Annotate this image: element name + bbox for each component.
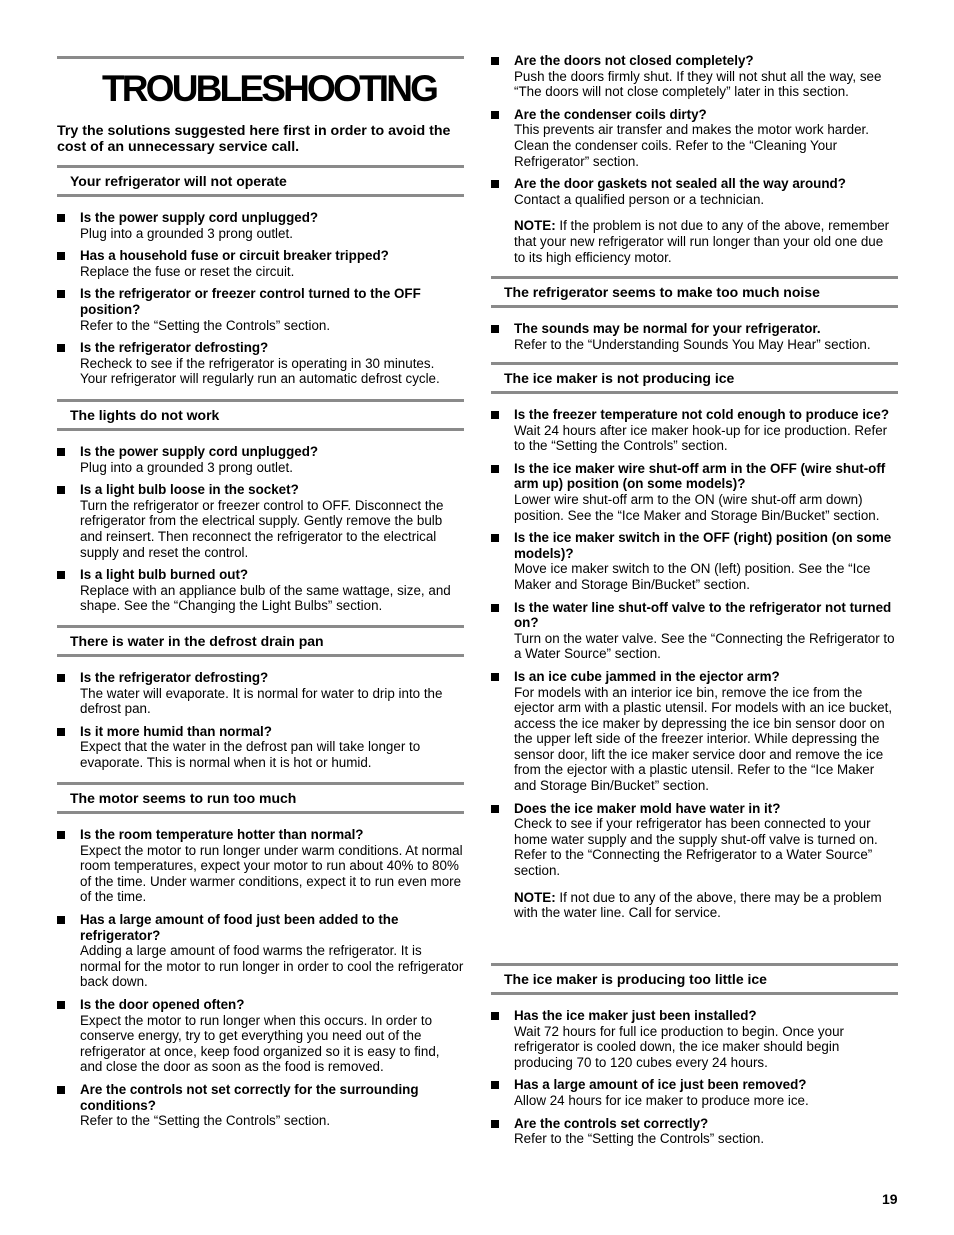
question: Is the freezer temperature not cold enough to produce ice?: [514, 407, 889, 422]
bullet-icon: [491, 805, 499, 813]
list-item: [57, 482, 464, 560]
list-item: [57, 997, 464, 1075]
bullet-icon: [491, 111, 499, 119]
list-item: [57, 210, 464, 241]
list-item: [491, 176, 898, 207]
bullet-icon: [491, 604, 499, 612]
bullet-icon: [57, 448, 65, 456]
question: Has a large amount of ice just been removed?: [514, 1077, 807, 1093]
answer: Turn on the water valve. See the “Connecting the Refrigerator to a Water Source” section.: [514, 630, 895, 662]
note-text: If not due to any of the above, there may be a problem with the water line. Call for service.: [514, 889, 882, 921]
answer: Expect the motor to run longer under warm conditions. At normal room temperatures, expect your motor to run about 40% to 80% of the time. Under warmer conditions, expect it to run even more of the time.: [80, 842, 463, 905]
answer: Refer to the “Setting the Controls” section.: [80, 1113, 331, 1129]
question: Is the room temperature hotter than normal?: [80, 827, 364, 842]
list-item: [57, 248, 464, 279]
bullet-icon: [491, 411, 499, 419]
question: Is the refrigerator defrosting?: [80, 670, 269, 685]
list-item: [57, 444, 464, 475]
answer: The water will evaporate. It is normal for water to drip into the defrost pan.: [80, 685, 443, 717]
question: Are the controls not set correctly for the surrounding conditions?: [80, 1081, 419, 1113]
bullet-icon: [57, 674, 65, 682]
note-text: If the problem is not due to any of the above, remember that your new refrigerator will run longer than your old one due to its high efficiency motor.: [514, 218, 890, 265]
list-item: [491, 669, 898, 794]
question: Is the door opened often?: [80, 996, 245, 1012]
list-item: [491, 530, 898, 592]
motor-continued: [491, 53, 898, 265]
title-rule: [57, 56, 464, 59]
list-item: [491, 801, 898, 879]
question: Are the controls set correctly?: [514, 1115, 709, 1131]
list-item: [57, 827, 464, 905]
question: Has the ice maker just been installed?: [514, 1008, 757, 1023]
bullet-icon: [57, 728, 65, 736]
section-heading: The refrigerator seems to make too much noise: [491, 276, 898, 308]
list-item: [491, 53, 898, 100]
section-heading: There is water in the defrost drain pan: [57, 625, 464, 657]
answer: Contact a qualified person or a technician.: [514, 191, 765, 207]
bullet-icon: [491, 180, 499, 188]
question: Are the door gaskets not sealed all the way around?: [514, 176, 846, 192]
question: Has a household fuse or circuit breaker tripped?: [80, 248, 389, 264]
answer: Replace the fuse or reset the circuit.: [80, 263, 295, 279]
question: Does the ice maker mold have water in it?: [514, 800, 781, 816]
list-item: [57, 567, 464, 614]
bullet-icon: [57, 344, 65, 352]
section-lights: [57, 399, 464, 621]
page-title: TROUBLESHOOTING: [102, 68, 437, 109]
bullet-icon: [491, 673, 499, 681]
answer: Refer to the “Setting the Controls” section.: [80, 317, 331, 333]
answer: Expect that the water in the defrost pan will take longer to evaporate. This is normal when it is hot or humid.: [80, 739, 421, 770]
bullet-icon: [57, 916, 65, 924]
section-heading: The lights do not work: [57, 399, 464, 431]
answer: Expect the motor to run longer when this occurs. In order to conserve energy, try to get everything you need out of the refrigerator at once, keep food organized so it is easy to find, and close the door as soon as the food is removed.: [80, 1012, 440, 1075]
question: Is the power supply cord unplugged?: [80, 210, 319, 225]
question: Is a light bulb burned out?: [80, 567, 249, 583]
question: Is a light bulb loose in the socket?: [80, 482, 299, 498]
answer: Turn the refrigerator or freezer control to OFF. Disconnect the refrigerator from the electrical supply. Gently remove the bulb and reinsert. Then reconnect the refrigerator to the electrical supply and reset the control.: [80, 497, 444, 560]
note-label: NOTE:: [514, 218, 556, 234]
bullet-icon: [491, 57, 499, 65]
bullet-icon: [491, 465, 499, 473]
section-heading: The ice maker is producing too little ice: [491, 963, 898, 995]
list-item: [57, 912, 464, 990]
answer: Plug into a grounded 3 prong outlet.: [80, 225, 293, 241]
section-ice-not-producing: [491, 362, 898, 921]
note: [491, 890, 898, 921]
answer: Refer to the “Understanding Sounds You May Hear” section.: [514, 336, 871, 352]
section-heading: Your refrigerator will not operate: [57, 165, 464, 197]
question: The sounds may be normal for your refrigerator.: [514, 321, 821, 336]
answer: Move ice maker switch to the ON (left) position. See the “Ice Maker and Storage Bin/Bucket” section.: [514, 561, 871, 592]
section-ice-too-little: [491, 963, 898, 1154]
answer: Wait 24 hours after ice maker hook-up for ice production. Refer to the “Setting the Controls” section.: [514, 422, 888, 454]
bullet-icon: [57, 252, 65, 260]
section-heading: The motor seems to run too much: [57, 782, 464, 814]
intro-text: Try the solutions suggested here first in order to avoid the cost of an unnecessary service call.: [57, 123, 451, 155]
bullet-icon: [491, 325, 499, 333]
bullet-icon: [491, 1120, 499, 1128]
answer: Lower wire shut-off arm to the ON (wire shut-off arm down) position. See the “Ice Maker and Storage Bin/Bucket” section.: [514, 491, 880, 523]
answer: Wait 72 hours for full ice production to begin. Once your refrigerator is cooled down, the ice maker should begin producing 70 to 120 cubes every 24 hours.: [514, 1023, 844, 1070]
list-item: [57, 724, 464, 771]
section-noise: [491, 276, 898, 359]
answer: For models with an interior ice bin, remove the ice from the ejector arm with a plastic utensil. For models with an ice bucket, access the ice maker by depressing the ice bin sensor door on the upper left side of the freezer interior. While depressing the sensor door, lift the ice maker service door and remove the ice from the ejector with a plastic utensil. Refer to the “Ice Maker and Storage Bin/Bucket” section.: [514, 684, 893, 794]
list-item: [491, 107, 898, 169]
answer: Replace with an appliance bulb of the same wattage, size, and shape. See the “Changing the Light Bulbs” section.: [80, 582, 451, 614]
list-item: [491, 321, 898, 352]
list-item: [491, 600, 898, 662]
answer: Push the doors firmly shut. If they will not shut all the way, see “The doors will not close completely” later in this section.: [514, 68, 882, 100]
question: Is an ice cube jammed in the ejector arm?: [514, 668, 780, 684]
bullet-icon: [57, 571, 65, 579]
question: Is the ice maker wire shut-off arm in the OFF (wire shut-off arm up) position (on some models)?: [514, 460, 886, 492]
bullet-icon: [491, 534, 499, 542]
question: Is the power supply cord unplugged?: [80, 444, 319, 459]
bullet-icon: [491, 1012, 499, 1020]
section-defrost-pan: [57, 625, 464, 778]
bullet-icon: [57, 214, 65, 222]
list-item: [491, 407, 898, 454]
answer: This prevents air transfer and makes the motor work harder. Clean the condenser coils. Refer to the “Cleaning Your Refrigerator” section.: [514, 122, 870, 169]
question: Are the doors not closed completely?: [514, 53, 754, 68]
section-will-not-operate: [57, 165, 464, 394]
question: Are the condenser coils dirty?: [514, 106, 707, 122]
answer: Refer to the “Setting the Controls” section.: [514, 1131, 765, 1147]
section-heading: The ice maker is not producing ice: [491, 362, 898, 394]
question: Is the ice maker switch in the OFF (right) position (on some models)?: [514, 530, 892, 561]
answer: Recheck to see if the refrigerator is operating in 30 minutes. Your refrigerator will regularly run an automatic defrost cycle.: [80, 355, 440, 387]
section-motor: [57, 782, 464, 1136]
page-number: 19: [882, 1191, 898, 1207]
note-label: NOTE:: [514, 889, 556, 905]
list-item: [57, 286, 464, 333]
answer: Allow 24 hours for ice maker to produce more ice.: [514, 1092, 809, 1108]
question: Is the refrigerator or freezer control turned to the OFF position?: [80, 286, 421, 317]
list-item: [57, 1082, 464, 1129]
question: Is the water line shut-off valve to the refrigerator not turned on?: [514, 599, 892, 631]
note: [491, 218, 898, 265]
bullet-icon: [491, 1081, 499, 1089]
list-item: [57, 670, 464, 717]
bullet-icon: [57, 1001, 65, 1009]
answer: Plug into a grounded 3 prong outlet.: [80, 459, 293, 475]
list-item: [491, 1008, 898, 1070]
bullet-icon: [57, 486, 65, 494]
question: Has a large amount of food just been added to the refrigerator?: [80, 911, 399, 943]
question: Is the refrigerator defrosting?: [80, 340, 269, 356]
answer: Check to see if your refrigerator has been connected to your home water supply and the supply shut-off valve is turned on. Refer to the “Connecting the Refrigerator to a Water Source” section.: [514, 816, 878, 879]
bullet-icon: [57, 831, 65, 839]
bullet-icon: [57, 290, 65, 298]
list-item: [491, 461, 898, 523]
question: Is it more humid than normal?: [80, 723, 272, 739]
list-item: [491, 1077, 898, 1108]
list-item: [57, 340, 464, 387]
answer: Adding a large amount of food warms the refrigerator. It is normal for the motor to run longer in order to cool the refrigerator back down.: [80, 943, 464, 990]
bullet-icon: [57, 1086, 65, 1094]
list-item: [491, 1116, 898, 1147]
